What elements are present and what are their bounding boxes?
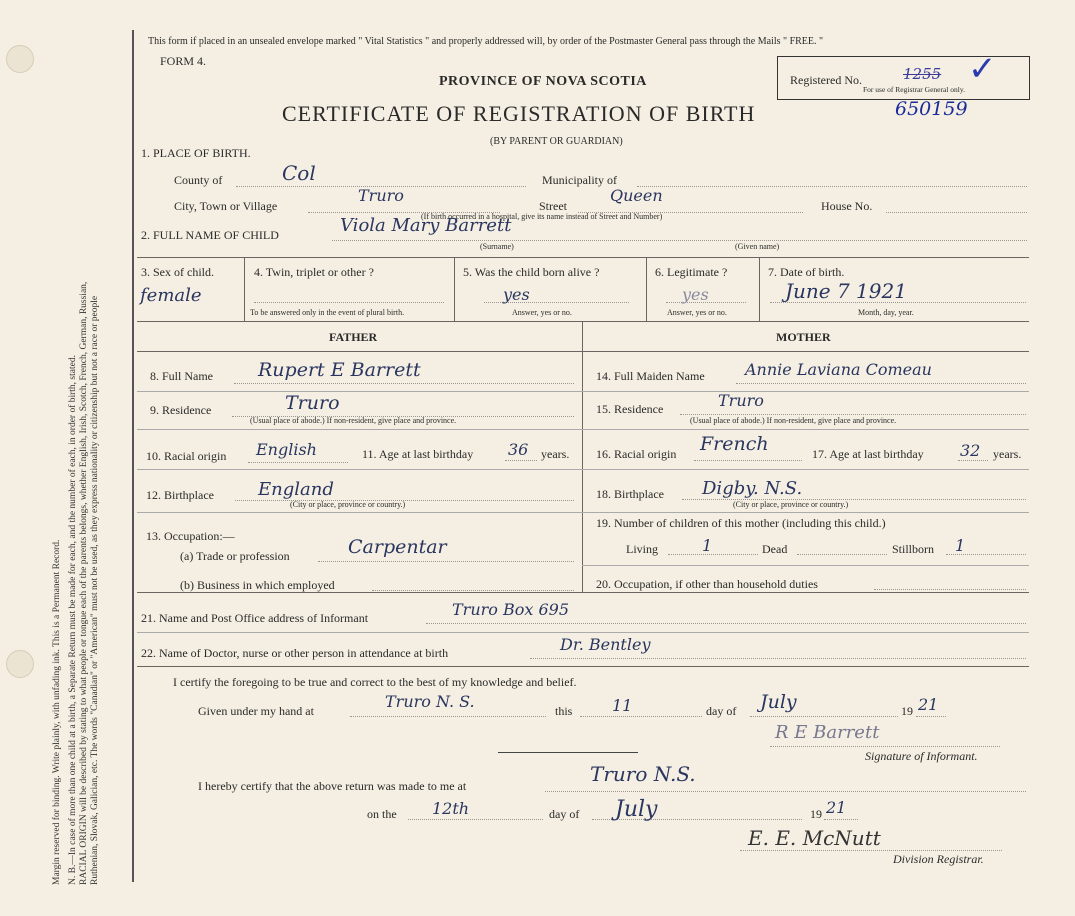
mother-age-label: 17. Age at last birthday <box>812 447 924 461</box>
registrar-year-value: 21 <box>826 798 847 817</box>
informant-signature: R E Barrett <box>775 722 880 743</box>
sex-label: 3. Sex of child. <box>141 265 214 279</box>
father-residence-value: Truro <box>285 392 340 414</box>
province-heading: PROVINCE OF NOVA SCOTIA <box>439 74 647 89</box>
dead-label: Dead <box>762 542 788 556</box>
registrar-dayof-label: day of <box>549 807 580 821</box>
certify-month-value: July <box>760 691 797 713</box>
father-name-value: Rupert E Barrett <box>258 359 421 381</box>
house-number-label: House No. <box>821 199 873 213</box>
certify-text: I certify the foregoing to be true and correct to the best of my knowledge and belief. <box>173 675 577 689</box>
mother-name-label: 14. Full Maiden Name <box>596 369 705 383</box>
mother-children-label: 19. Number of children of this mother (including this child.) <box>596 516 886 530</box>
margin-note: N. B.—In case of more than one child at a birth, a Separate Return must be made for each, and the number of each, in order of birth, stated. <box>68 355 78 885</box>
mother-birthplace-note: (City or place, province or country.) <box>733 500 849 509</box>
stillborn-label: Stillborn <box>892 542 935 556</box>
this-label: this <box>555 704 573 718</box>
living-label: Living <box>626 542 658 556</box>
binding-hole <box>6 650 34 678</box>
registered-number-struck: 1255 <box>903 65 942 83</box>
margin-notes <box>52 15 101 885</box>
father-trade-label: (a) Trade or profession <box>180 549 290 563</box>
father-birthplace-label: 12. Birthplace <box>146 488 214 502</box>
informant-label: 21. Name and Post Office address of Informant <box>141 611 369 625</box>
binding-hole <box>6 45 34 73</box>
certify-dayof-label: day of <box>706 704 737 718</box>
stamped-number: 650159 <box>895 98 968 120</box>
mother-race-label: 16. Racial origin <box>596 447 677 461</box>
legitimate-label: 6. Legitimate ? <box>655 265 728 279</box>
city-label: City, Town or Village <box>174 199 278 213</box>
father-age-label: 11. Age at last birthday <box>362 447 474 461</box>
place-of-birth-heading: 1. PLACE OF BIRTH. <box>141 146 251 160</box>
twin-note: To be answered only in the event of plural birth. <box>250 308 405 317</box>
father-heading: FATHER <box>329 330 378 344</box>
form-number: FORM 4. <box>160 54 207 68</box>
sex-value: female <box>140 285 202 306</box>
certify-place-value: Truro N. S. <box>385 692 475 711</box>
mother-birthplace-label: 18. Birthplace <box>596 487 664 501</box>
registrar-day-value: 12th <box>432 799 470 818</box>
surname-note: (Surname) <box>480 242 514 251</box>
father-race-value: English <box>256 440 317 459</box>
father-trade-value: Carpentar <box>348 536 447 558</box>
dob-value: June 7 1921 <box>785 279 907 303</box>
doctor-value: Dr. Bentley <box>560 635 651 654</box>
father-business-label: (b) Business in which employed <box>180 578 335 592</box>
street-label: Street <box>539 199 567 213</box>
father-residence-note: (Usual place of abode.) If non-resident, give place and province. <box>250 416 457 425</box>
stillborn-value: 1 <box>955 536 966 555</box>
registrar-signature-label: Division Registrar. <box>893 852 984 866</box>
county-value: Col <box>282 161 316 185</box>
certify-year-prefix: 19 <box>901 704 913 718</box>
registrar-signature: E. E. McNutt <box>748 826 881 850</box>
father-age-value: 36 <box>508 440 529 459</box>
certify-day-value: 11 <box>612 696 633 715</box>
father-residence-label: 9. Residence <box>150 403 212 417</box>
mother-residence-label: 15. Residence <box>596 402 664 416</box>
registered-box <box>777 49 1030 100</box>
page-title: CERTIFICATE OF REGISTRATION OF BIRTH <box>282 101 756 126</box>
legitimate-note: Answer, yes or no. <box>667 308 727 317</box>
born-alive-note: Answer, yes or no. <box>512 308 572 317</box>
born-alive-value: yes <box>503 285 530 304</box>
hospital-note: (If birth occurred in a hospital, give its name instead of Street and Number) <box>421 212 663 221</box>
certify-year-value: 21 <box>918 695 939 714</box>
on-the-label: on the <box>367 807 397 821</box>
informant-signature-label: Signature of Informant. <box>865 749 978 763</box>
mother-birthplace-value: Digby. N.S. <box>702 478 803 499</box>
mother-age-value: 32 <box>960 441 981 460</box>
dob-label: 7. Date of birth. <box>768 265 845 279</box>
given-under-label: Given under my hand at <box>198 704 314 718</box>
municipality-label: Municipality of <box>542 173 617 187</box>
father-race-label: 10. Racial origin <box>146 449 227 463</box>
margin-note: RACIAL ORIGIN will be described by stating to what people or tongue each of the parents belongs, whether English, Irish, Scotch, French, German, Russian, <box>79 281 89 885</box>
mother-residence-note: (Usual place of abode.) If non-resident, give place and province. <box>690 416 897 425</box>
mother-heading: MOTHER <box>776 330 831 344</box>
father-birthplace-note: (City or place, province or country.) <box>290 500 406 509</box>
twin-label: 4. Twin, triplet or other ? <box>254 265 374 279</box>
mother-occupation-label: 20. Occupation, if other than household duties <box>596 577 818 591</box>
margin-note: Ruthenian, Slovak, Galician, etc. The words "Canadian" or "American" must not be used, as they express nationality or citizenship but not a race or people <box>90 295 100 885</box>
page-subtitle: (BY PARENT OR GUARDIAN) <box>490 136 623 147</box>
father-occupation-label: 13. Occupation:— <box>146 529 235 543</box>
street-value: Queen <box>610 186 663 205</box>
father-birthplace-value: England <box>258 479 334 500</box>
child-name-label: 2. FULL NAME OF CHILD <box>141 228 279 242</box>
registrar-place-value: Truro N.S. <box>590 762 696 786</box>
binding-margin-line <box>132 30 134 882</box>
doctor-label: 22. Name of Doctor, nurse or other person in attendance at birth <box>141 646 449 660</box>
registrar-text: I hereby certify that the above return was made to me at <box>198 779 467 793</box>
given-name-note: (Given name) <box>735 242 780 251</box>
check-mark-icon: ✓ <box>968 49 997 89</box>
postal-note: This form if placed in an unsealed envelope marked " Vital Statistics " and properly addressed will, by order of the Postmaster General pass through the Mails " FREE. " <box>148 36 824 47</box>
father-name-label: 8. Full Name <box>150 369 213 383</box>
margin-note: Margin reserved for binding. Write plainly, with unfading ink. This is a Permanent Record. <box>52 539 62 885</box>
child-name-value: Viola Mary Barrett <box>340 215 512 236</box>
legitimate-value: yes <box>682 285 709 304</box>
father-years: years. <box>541 447 570 461</box>
dob-note: Month, day, year. <box>858 308 914 317</box>
mother-years: years. <box>993 447 1022 461</box>
registrar-year-prefix: 19 <box>810 807 822 821</box>
born-alive-label: 5. Was the child born alive ? <box>463 265 600 279</box>
living-value: 1 <box>702 536 713 555</box>
county-label: County of <box>174 173 223 187</box>
mother-name-value: Annie Laviana Comeau <box>745 360 932 379</box>
registrar-note: For use of Registrar General only. <box>863 85 965 94</box>
city-value: Truro <box>358 186 404 205</box>
registered-label: Registered No. <box>790 73 862 87</box>
mother-race-value: French <box>700 433 769 455</box>
registrar-month-value: July <box>615 797 658 822</box>
informant-value: Truro Box 695 <box>452 600 570 619</box>
mother-residence-value: Truro <box>718 391 764 410</box>
